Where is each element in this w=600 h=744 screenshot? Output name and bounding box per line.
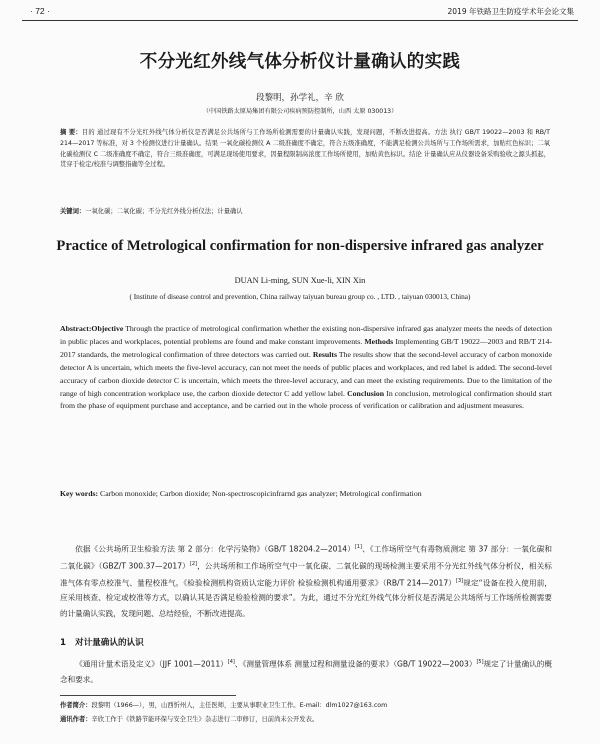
objective-text: Through the practice of metrological confirmation whether the existing non-dispersive infrared gas analyzer meets the needs of detection in public places and workplaces, potential problems are found and make constant improvements. <box>60 324 552 346</box>
authors-zh: 段黎明，孙学礼，辛 欣 <box>256 93 344 103</box>
conclusion-label: Conclusion <box>347 388 385 398</box>
objective-label: Objective <box>91 324 124 333</box>
keywords-zh-label: 关键词： <box>60 208 86 215</box>
authors-en: DUAN Li-ming, SUN Xue-li, XIN Xin <box>234 276 366 285</box>
abstract-zh-text: 目的 通过现有不分光红外线气体分析仪是否满足公共场所与工作场所检测需要的计量确认实践，发现问题，不断改进提高。方法 执行 GB/T 19022—2003 和 RB/T 214—2017 等标准，对 3 个检测仪进行计量确认。结果 一氧化碳检测仪 A 二级准确度不确定，符合五级准确度，不能满足检测公共场所与工作场所需求，加贴红色标识；二氧化碳检测仪 C 二级准确度不确定，符合三级准确度，可满足现场使用要求，因量程限制高浓度工作场所使用，加贴黄色标识。结论 计量确认应从仪器设备采购验收之源头抓起，贯穿于检定/校准与调整指确等全过程。 <box>60 129 550 169</box>
citation-4: [4] <box>227 659 235 665</box>
footnote-contact-text: 辛欣工作于《铁路节能环保与安全卫生》杂志进行二审修订，日前尚未公开发表。 <box>91 716 319 723</box>
footnote-contact <box>60 714 555 723</box>
citation-3: [3] <box>456 577 464 584</box>
body-p2-text2: 、《测量管理体系 测量过程和测量设备的要求》（GB/T 19022—2003） <box>234 659 477 669</box>
abstract-en-label: Abstract: <box>60 324 92 333</box>
journal-name: 2019 年铁路卫生防疫学术年会论文集 <box>447 7 574 16</box>
footnote-author-label: 作者简介： <box>60 702 92 709</box>
abstract-en <box>60 323 552 413</box>
footnote-author-text: 段黎明（1966—），男，山西忻州人，主任医师，主要从事职业卫生工作。E-mail：dlm1027@163.com <box>91 702 388 709</box>
page-number: · 72 · <box>30 6 50 16</box>
footnote-author <box>60 700 555 709</box>
body-p2-text: 《通用计量术语及定义》（JJF 1001—2011） <box>75 659 228 669</box>
citation-5: [5] <box>476 659 484 665</box>
body-p1-text2: 、《工作场所空气有毒物质测定 第 37 部分：一氧化碳和二氧化碳》（GBZ/T 300.37—2017） <box>60 544 552 571</box>
keywords-en <box>60 488 552 501</box>
affiliation-en: ( Institute of disease control and prevention, China railway taiyuan bureau group co. , LTD. , taiyuan 030013, China) <box>129 292 471 301</box>
section-1-heading <box>60 636 144 648</box>
header-rule <box>22 20 578 21</box>
keywords-en-label: Key words: <box>60 489 99 498</box>
methods-label: Methods <box>364 336 394 346</box>
abstract-zh <box>60 128 550 171</box>
affiliation-zh: （中国铁路太原局集团有限公司疾病预防控制所，山西 太原 030013） <box>202 108 398 115</box>
results-label: Results <box>312 349 337 359</box>
running-header <box>22 6 578 20</box>
body-p1-text4: 规定“设备在投入使用前，应采用核查、检定或校准等方式，以确认其是否满足检验检测的要求”。为此，通过不分光红外线气体分析仪是否满足公共场所与工作场所检测需要的计量确认实践，发现问题、总结经验，不断改进提高。 <box>60 578 552 618</box>
paper-title-en: Practice of Metrological confirmation for non-dispersive infrared gas analyzer <box>56 238 544 254</box>
footnote-contact-label: 通讯作者： <box>60 716 92 723</box>
conclusion-text: In conclusion, metrological confirmation should start from the phase of equipment purchase and acceptance, and be carried out in the whole process of verification or calibration and adjustment measures. <box>60 388 553 411</box>
methods-text: Implementing GB/T 19022—2003 and RB/T 214- 2017 standards, the metrological confirmation of three detectors was carried out. <box>60 336 553 359</box>
body-p1-text3: ，公共场所和工作场所空气中一氧化碳、二氧化碳的现场检测主要采用不分光红外线气体分析仪，相关标准气体有零点校准气、量程校准气。《检验检测机构资质认定能力评价 检验检测机构通用要求》（RB/T 214—2017） <box>60 561 552 588</box>
section-1-title: 对计量确认的认识 <box>74 638 144 648</box>
body-paragraph-1 <box>60 540 552 621</box>
abstract-zh-label: 摘 要： <box>60 129 82 136</box>
keywords-zh-text: 一氧化碳；二氧化碳；不分光红外线分析仪法；计量确认 <box>85 208 243 215</box>
section-1-number: 1 <box>60 638 66 648</box>
citation-1: [1] <box>354 544 362 550</box>
citation-2: [2] <box>189 560 197 567</box>
body-paragraph-2 <box>60 655 552 687</box>
body-p1-text: 依据《公共场所卫生检验方法 第 2 部分：化学污染物》（GB/T 18204.2—2014） <box>75 544 355 554</box>
paper-title-zh: 不分光红外线气体分析仪计量确认的实践 <box>139 52 461 72</box>
body-p2-text3: 规定了计量确认的概念和要求。 <box>60 659 552 684</box>
keywords-zh <box>60 206 550 215</box>
footnote-rule <box>60 695 236 696</box>
results-text: The results show that the second-level accuracy of carbon monoxide detector A is uncertain, which meets the five-level accuracy, can not meet the needs of public places and workplaces, and red label is added. The second-level accuracy of carbon dioxide detector C is uncertain, which meets the three-level accuracy, and can meet the existing requirements. Due to the limitation of the range of high concentration workplace use, the carbon dioxide detector C add yellow label. <box>60 349 552 398</box>
keywords-en-text: Carbon monoxide; Carbon dioxide; Non-spectroscopicinfrarnd gas analyzer; Metrological confirmation <box>100 489 422 498</box>
